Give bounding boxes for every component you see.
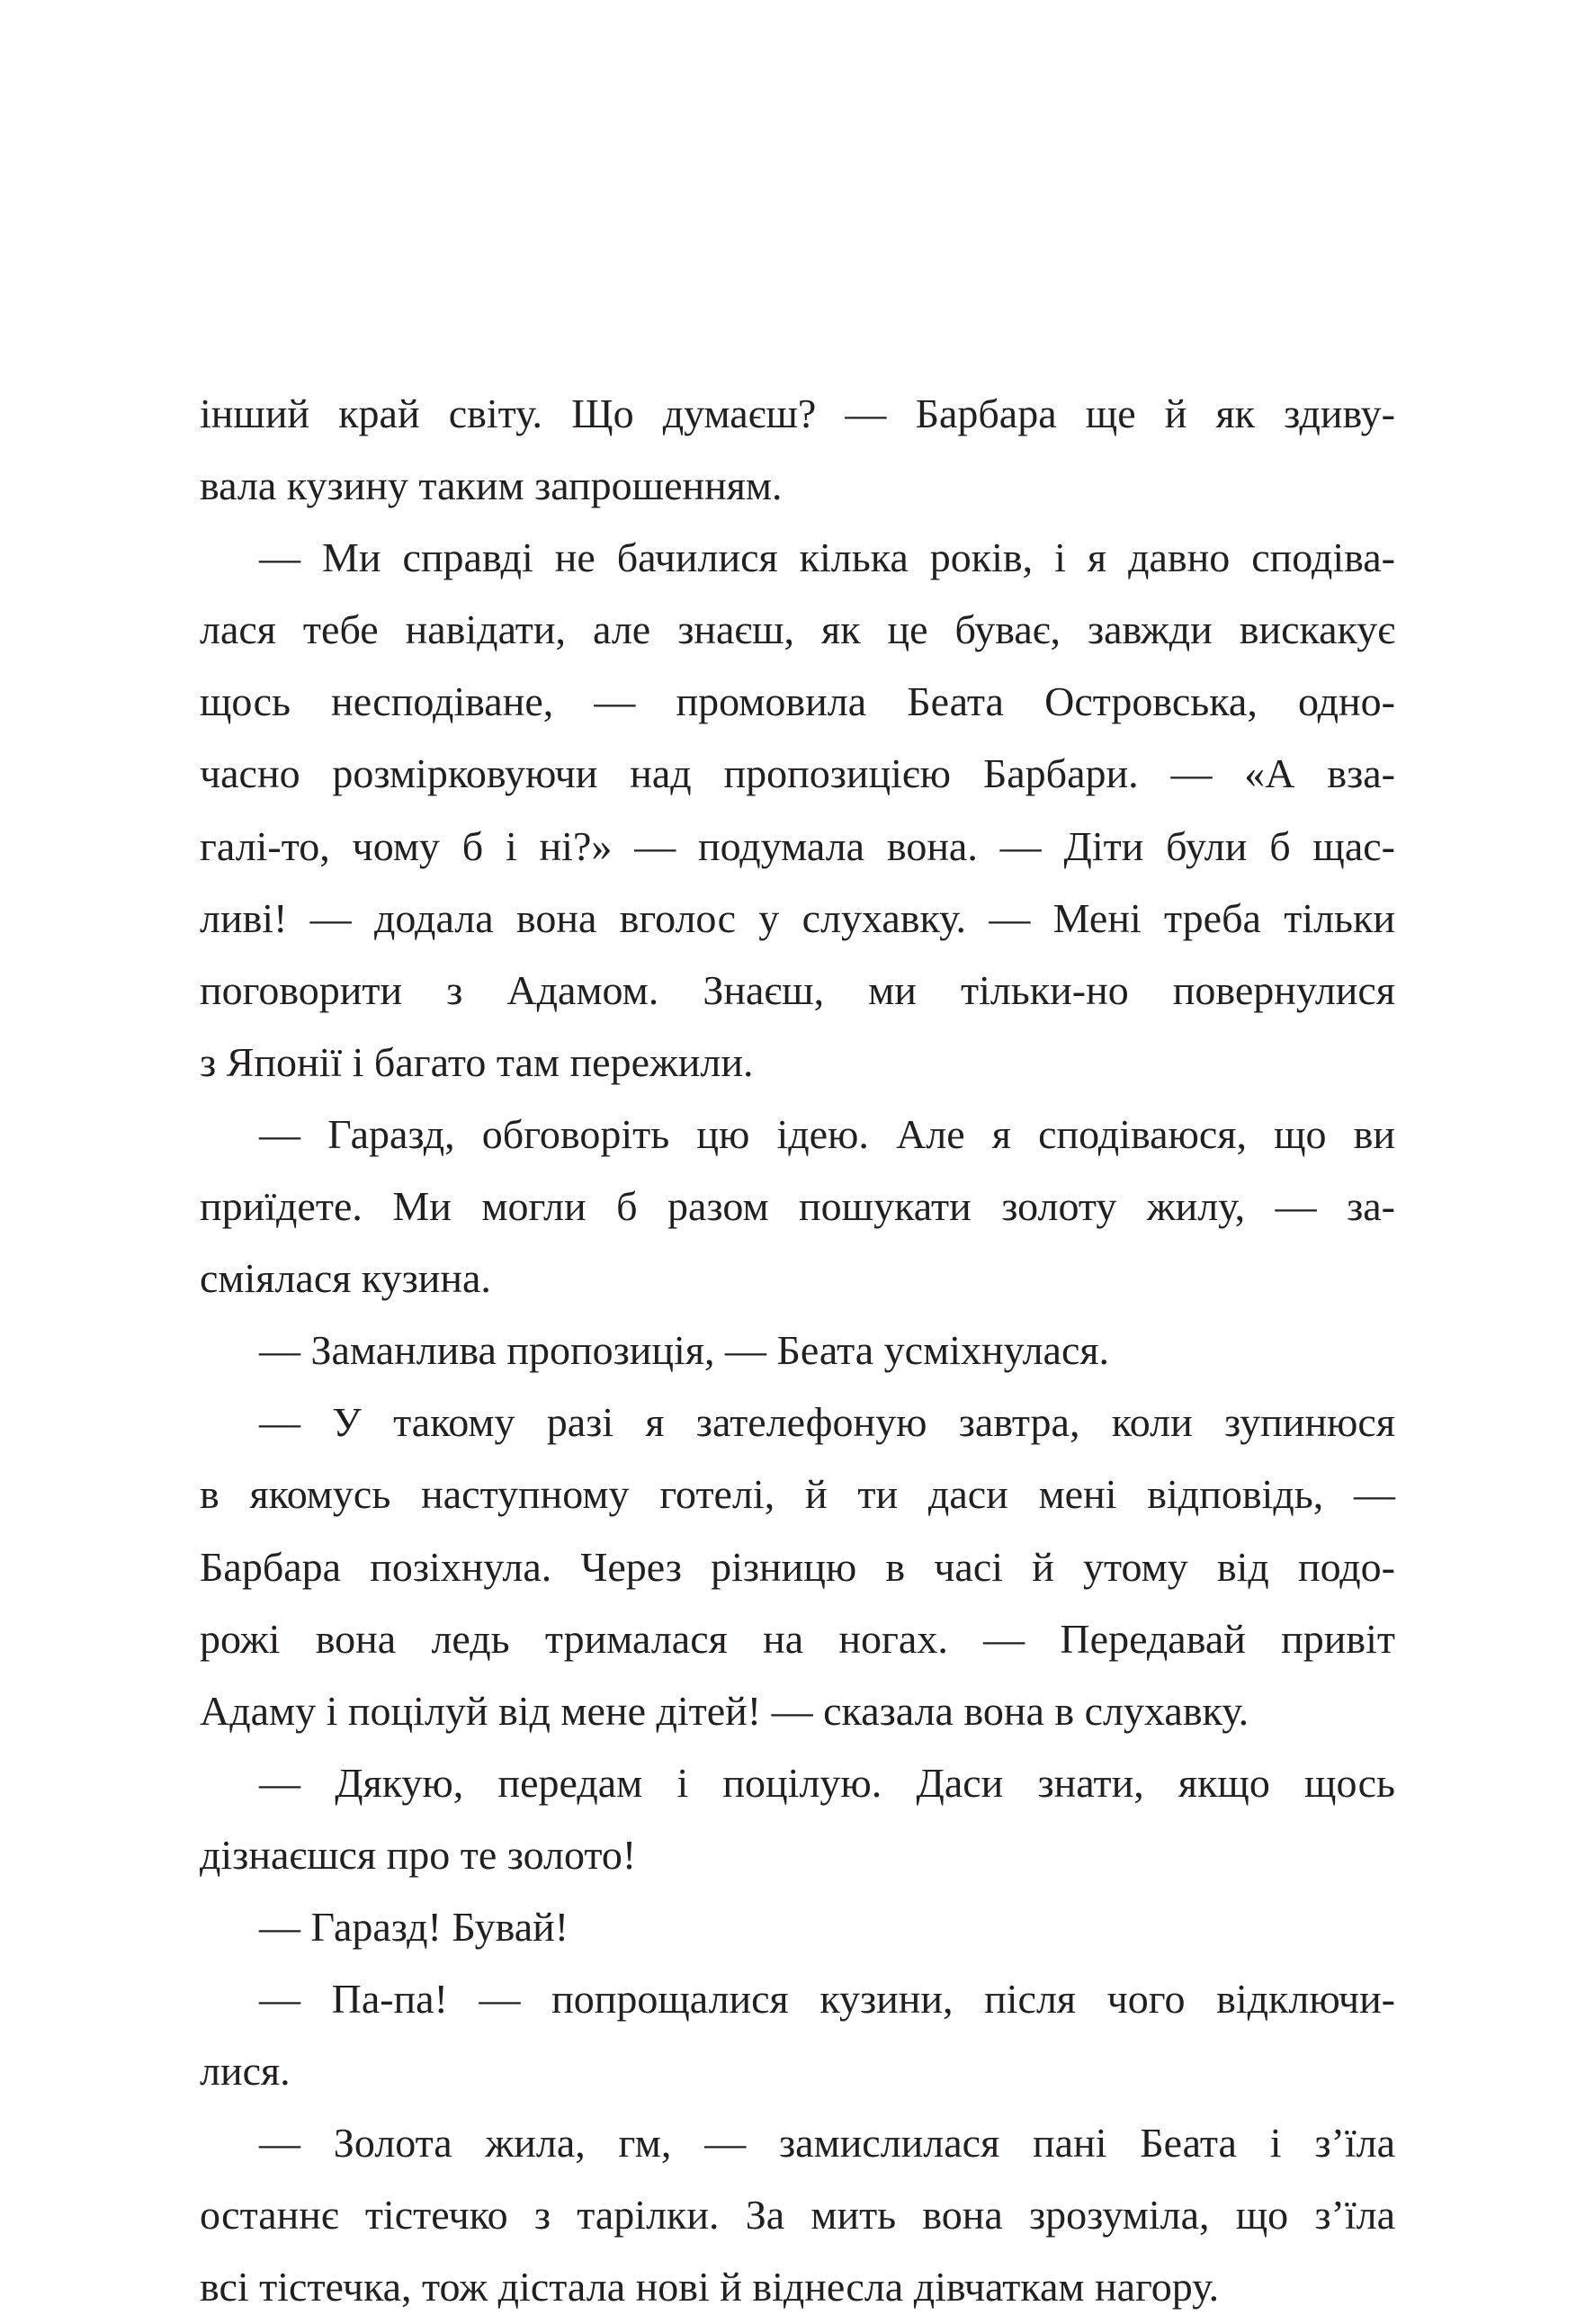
text-line: всі тістечка, тож дістала нові й віднесла дівчаткам нагору. [200, 2264, 1220, 2311]
text-line: лися. [200, 2048, 291, 2095]
text-line: — У такому разі я зателефоную завтра, коли зупинюся [259, 1399, 1395, 1446]
text-line: сміялася кузина. [200, 1255, 491, 1302]
text-line: в якомусь наступному готелі, й ти даси мені відповідь, — [200, 1471, 1395, 1518]
text-line: — Па-па! — попрощалися кузини, після чого відключи- [259, 1976, 1395, 2023]
paragraph [200, 1099, 1395, 1315]
text-line: з Японії і багато там пережили. [200, 1038, 754, 1085]
text-line: лася тебе навідати, але знаєш, як це буває, завжди вискакує [200, 606, 1395, 653]
paragraph [200, 1963, 1395, 2107]
text-line: — Золота жила, гм, — замислилася пані Беата і з’їла [259, 2120, 1395, 2167]
text-line: щось несподіване, — промовила Беата Островська, одно- [200, 678, 1395, 725]
text-line: Адаму і поцілуй від мене дітей! — сказала вона в слухавку. [200, 1687, 1249, 1734]
text-line: Барбара позіхнула. Через різницю в часі й утому від подо- [200, 1543, 1395, 1590]
paragraph [200, 1315, 1395, 1386]
text-line: рожі вона ледь трималася на ногах. — Передавай привіт [200, 1615, 1395, 1662]
text-line: поговорити з Адамом. Знаєш, ми тільки-но повернулися [200, 966, 1395, 1013]
paragraph [200, 1747, 1395, 1891]
paragraph [200, 522, 1395, 1099]
paragraph [200, 1891, 1395, 1963]
text-line: — Дякую, передам і поцілую. Даси знати, якщо щось [259, 1759, 1395, 1806]
text-line: галі-то, чому б і ні?» — подумала вона. — Діти були б щас- [200, 822, 1395, 869]
text-line: часно розмірковуючи над пропозицією Барбари. — «А вза- [200, 750, 1395, 797]
text-line: — Гаразд, обговоріть цю ідею. Але я сподіваюся, що ви [259, 1110, 1395, 1157]
text-line: — Гаразд! Бувай! [259, 1903, 569, 1950]
text-line: — Ми справді не бачилися кілька років, і я давно сподіва- [259, 534, 1395, 581]
text-line: інший край світу. Що думаєш? — Барбара ще й як здиву- [200, 390, 1395, 436]
text-line: — Заманлива пропозиція, — Беата усміхнулася. [259, 1327, 1110, 1374]
text-line: дізнаєшся про те золото! [200, 1831, 637, 1878]
paragraph [200, 2107, 1395, 2323]
paragraph [200, 378, 1395, 522]
text-line: вала кузину таким запрошенням. [200, 462, 783, 509]
text-line: приїдете. Ми могли б разом пошукати золоту жилу, — за- [200, 1183, 1395, 1230]
text-line: останнє тістечко з тарілки. За мить вона зрозуміла, що з’їла [200, 2192, 1395, 2239]
paragraph [200, 1386, 1395, 1746]
body-text [200, 378, 1395, 2324]
text-line: ливі! — додала вона вголос у слухавку. — Мені треба тільки [200, 894, 1395, 941]
